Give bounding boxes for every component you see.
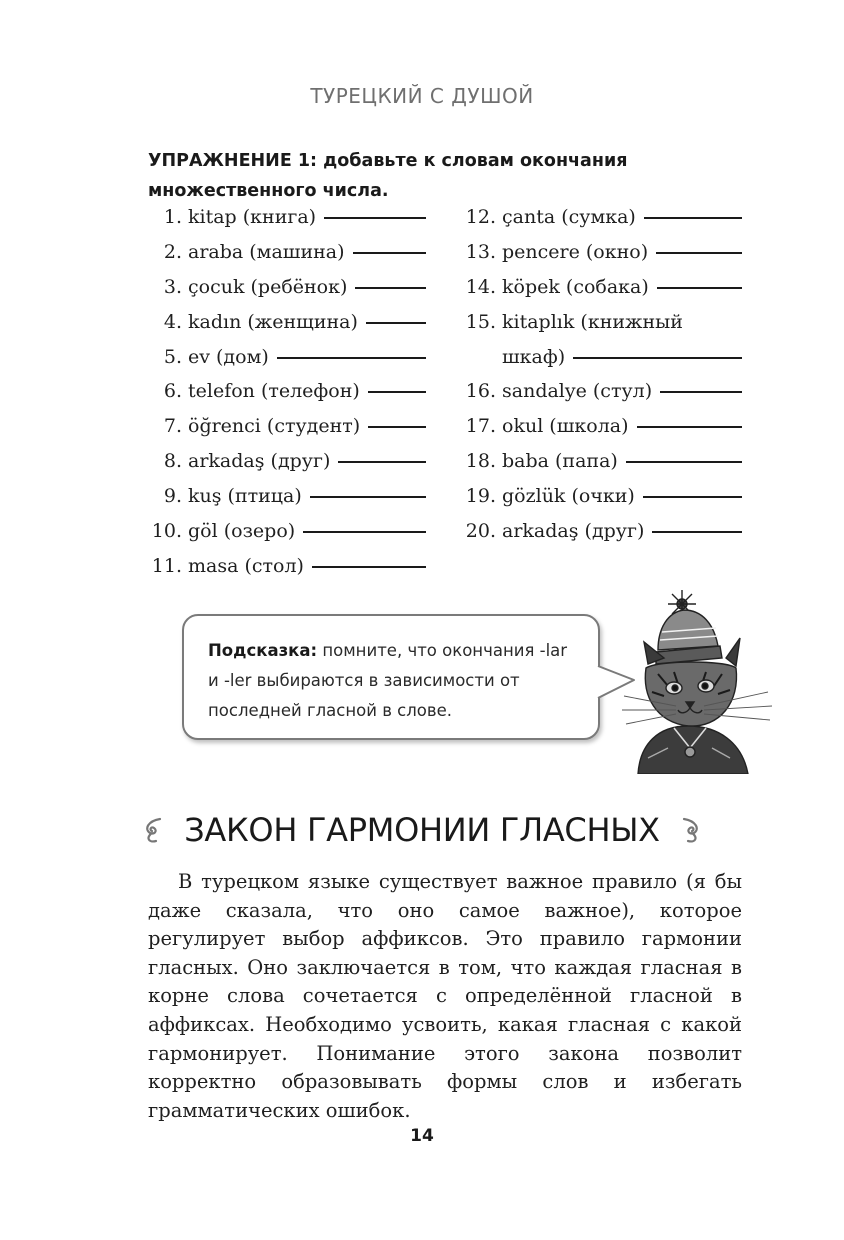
item-word-continued: шкаф) <box>502 345 566 368</box>
item-number: 4. <box>163 310 182 333</box>
item-number: 18. <box>465 450 496 473</box>
answer-blank[interactable] <box>626 461 742 463</box>
item-word: gözlük (очки) <box>502 485 635 508</box>
answer-blank[interactable] <box>660 391 742 393</box>
item-number: 15. <box>465 310 496 333</box>
item-word: baba (папа) <box>502 450 618 473</box>
answer-blank[interactable] <box>353 252 426 254</box>
ornament-icon <box>140 815 166 845</box>
answer-blank[interactable] <box>652 531 742 533</box>
answer-blank[interactable] <box>368 391 426 393</box>
item-word: arkadaş (друг) <box>502 520 645 543</box>
item-number: 8. <box>163 450 182 473</box>
exercise-item <box>462 311 742 381</box>
item-number: 10. <box>151 520 182 543</box>
answer-blank[interactable] <box>656 252 742 254</box>
exercise-item <box>148 346 426 381</box>
answer-blank[interactable] <box>277 357 426 359</box>
answer-blank[interactable] <box>643 496 742 498</box>
answer-blank[interactable] <box>324 217 426 219</box>
exercise-item <box>148 311 426 346</box>
item-number: 7. <box>163 415 182 438</box>
item-number: 12. <box>465 206 496 228</box>
item-number: 13. <box>465 240 496 263</box>
item-number: 17. <box>465 415 496 438</box>
exercise-item <box>148 485 426 520</box>
exercise-item <box>462 276 742 311</box>
exercise-list-left <box>148 206 426 590</box>
section-paragraph: В турецком языке существует важное правило (я бы даже сказала, что оно самое важное), которое регулирует выбор аффиксов. Это правило гармонии гласных. Оно заключается в том, что каждая гласная в корне слова сочетается с определённой гласной в аффиксах. Необходимо усвоить, какая гласная с какой гармонирует. Понимание этого закона позволит корректно образовывать формы слов и избегать грамматических ошибок. <box>148 870 742 1122</box>
item-word: kitaplık (книжный <box>502 310 683 333</box>
exercise-item <box>462 485 742 520</box>
page-number: 14 <box>410 1126 434 1146</box>
exercise-item <box>148 450 426 485</box>
item-word: kitap (книга) <box>188 206 317 228</box>
item-number: 20. <box>465 520 496 543</box>
answer-blank[interactable] <box>312 566 426 568</box>
section-heading <box>0 806 844 854</box>
answer-blank[interactable] <box>573 357 742 359</box>
item-word: göl (озеро) <box>188 520 296 543</box>
item-number: 6. <box>163 380 182 403</box>
answer-blank[interactable] <box>644 217 742 219</box>
exercise-item <box>148 555 426 590</box>
item-word: çanta (сумка) <box>502 206 636 228</box>
answer-blank[interactable] <box>366 322 426 324</box>
exercise-item <box>462 241 742 276</box>
item-word: okul (школа) <box>502 415 629 438</box>
item-number: 1. <box>163 206 182 228</box>
item-word: pencere (окно) <box>502 240 649 263</box>
answer-blank[interactable] <box>637 426 742 428</box>
item-number: 16. <box>465 380 496 403</box>
exercise-item <box>148 276 426 311</box>
item-word: arkadaş (друг) <box>188 450 331 473</box>
exercise-item <box>148 241 426 276</box>
item-word: kadın (женщина) <box>188 310 358 333</box>
item-word: çocuk (ребёнок) <box>188 275 348 298</box>
item-number: 11. <box>151 554 182 577</box>
item-number: 5. <box>163 345 182 368</box>
item-word: kuş (птица) <box>188 485 302 508</box>
exercise-item <box>148 206 426 241</box>
exercise-title: УПРАЖНЕНИЕ 1: добавьте к словам окончания множественного числа. <box>148 151 628 201</box>
section-title: ЗАКОН ГАРМОНИИ ГЛАСНЫХ <box>184 811 660 849</box>
item-word: araba (машина) <box>188 240 345 263</box>
exercise-item <box>148 520 426 555</box>
answer-blank[interactable] <box>310 496 426 498</box>
answer-blank[interactable] <box>338 461 426 463</box>
hint-text: помните, что окончания -lar и -ler выбираются в зависимости от последней гласной в слове. <box>208 641 568 720</box>
running-head-title: ТУРЕЦКИЙ С ДУШОЙ <box>310 84 534 108</box>
item-word: masa (стол) <box>188 554 304 577</box>
item-word: telefon (телефон) <box>188 380 360 403</box>
exercise-item <box>462 520 742 555</box>
answer-blank[interactable] <box>657 287 742 289</box>
item-number: 2. <box>163 240 182 263</box>
item-word: ev (дом) <box>188 345 269 368</box>
hint-callout <box>182 614 600 740</box>
exercise-item <box>462 415 742 450</box>
exercise-item <box>462 380 742 415</box>
item-number: 14. <box>465 275 496 298</box>
ornament-icon <box>678 815 704 845</box>
item-word: öğrenci (студент) <box>188 415 361 438</box>
item-word: köpek (собака) <box>502 275 649 298</box>
hint-label: Подсказка: <box>208 641 318 660</box>
exercise-list-right <box>462 206 742 555</box>
cat-in-cap-illustration <box>618 588 788 774</box>
answer-blank[interactable] <box>303 531 426 533</box>
item-word: sandalye (стул) <box>502 380 653 403</box>
exercise-item <box>148 380 426 415</box>
exercise-item <box>462 206 742 241</box>
answer-blank[interactable] <box>368 426 426 428</box>
item-number: 9. <box>163 485 182 508</box>
item-number: 19. <box>465 485 496 508</box>
item-number: 3. <box>163 275 182 298</box>
exercise-item <box>148 415 426 450</box>
answer-blank[interactable] <box>355 287 426 289</box>
exercise-item <box>462 450 742 485</box>
